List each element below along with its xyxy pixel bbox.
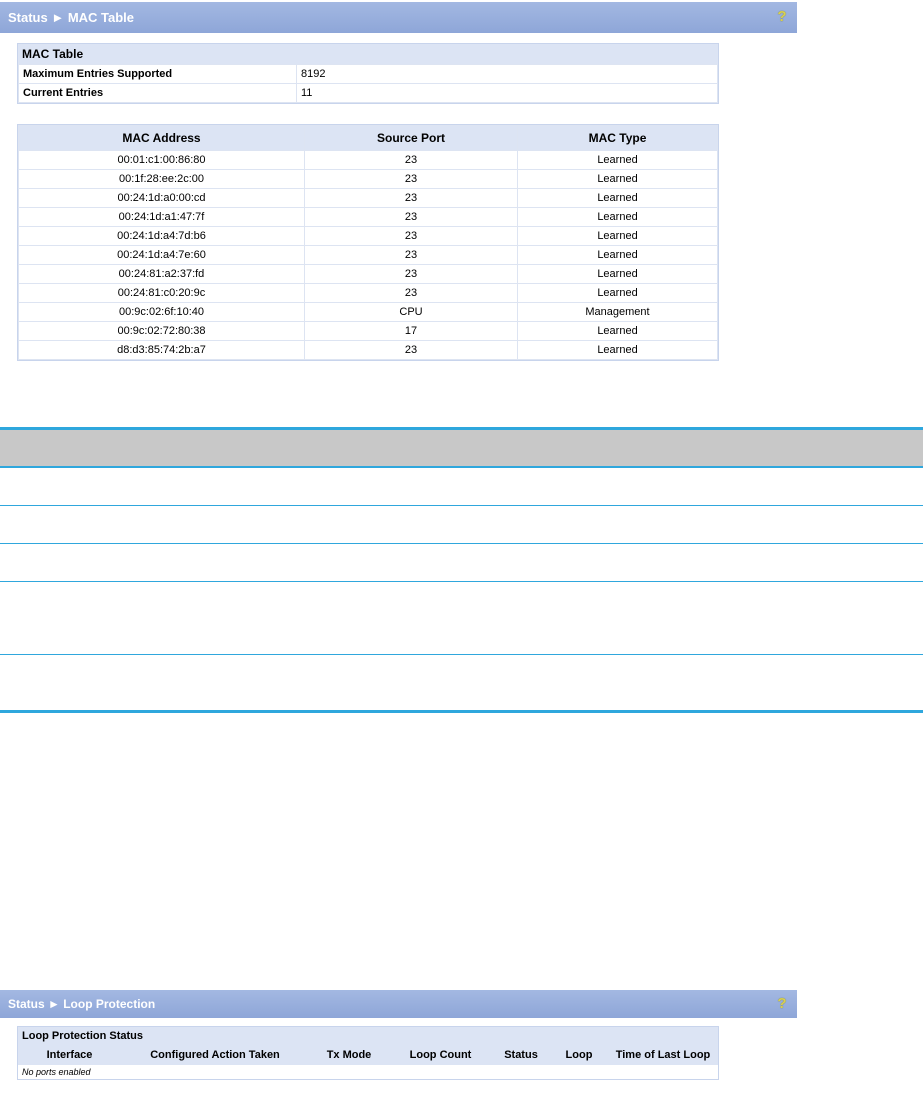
source-port-cell: 23	[305, 227, 518, 246]
loop-protection-title: Status ► Loop Protection	[8, 997, 156, 1011]
mac-type-cell: Learned	[518, 227, 718, 246]
col-time-of-last-loop: Time of Last Loop	[615, 1049, 711, 1061]
help-question-icon[interactable]: ?	[777, 8, 787, 25]
blank-table-row	[0, 582, 923, 655]
blank-table-header	[0, 430, 923, 468]
col-mac-address: MAC Address	[19, 126, 305, 151]
mac-type-cell: Learned	[518, 341, 718, 360]
table-row	[19, 151, 718, 170]
mac-address-cell: d8:d3:85:74:2b:a7	[19, 341, 305, 360]
loop-protection-panel	[17, 1026, 719, 1080]
max-entries-label: Maximum Entries Supported	[19, 65, 297, 84]
table-row	[19, 208, 718, 227]
col-configured-action: Configured Action Taken	[150, 1049, 280, 1061]
table-row	[19, 322, 718, 341]
source-port-cell: 23	[305, 208, 518, 227]
source-port-cell: 23	[305, 151, 518, 170]
table-row	[19, 170, 718, 189]
mac-address-cell: 00:24:1d:a0:00:cd	[19, 189, 305, 208]
table-row	[19, 227, 718, 246]
col-source-port: Source Port	[305, 126, 518, 151]
col-status: Status	[504, 1049, 538, 1061]
blank-document-table	[0, 427, 923, 713]
loop-protection-table	[18, 1045, 718, 1079]
mac-address-cell: 00:24:81:c0:20:9c	[19, 284, 305, 303]
mac-address-table	[18, 125, 718, 360]
table-row	[18, 1065, 718, 1079]
help-question-icon[interactable]: ?	[777, 995, 787, 1012]
source-port-cell: 23	[305, 341, 518, 360]
current-entries-value: 11	[297, 84, 718, 103]
col-loop: Loop	[565, 1049, 593, 1061]
mac-type-cell: Learned	[518, 284, 718, 303]
mac-type-cell: Learned	[518, 265, 718, 284]
mac-address-cell: 00:9c:02:6f:10:40	[19, 303, 305, 322]
mac-table-titlebar	[0, 2, 797, 33]
mac-address-cell: 00:24:1d:a1:47:7f	[19, 208, 305, 227]
blank-table-row	[0, 544, 923, 582]
table-row	[19, 284, 718, 303]
current-entries-label: Current Entries	[19, 84, 297, 103]
blank-table-row	[0, 506, 923, 544]
mac-type-cell: Learned	[518, 170, 718, 189]
loop-protection-heading: Loop Protection Status	[18, 1027, 718, 1045]
table-row	[19, 303, 718, 322]
table-row	[19, 246, 718, 265]
col-mac-type: MAC Type	[518, 126, 718, 151]
table-row	[19, 341, 718, 360]
blank-table-row	[0, 655, 923, 710]
source-port-cell: 17	[305, 322, 518, 341]
mac-address-cell: 00:24:1d:a4:7e:60	[19, 246, 305, 265]
table-row	[19, 189, 718, 208]
mac-address-cell: 00:9c:02:72:80:38	[19, 322, 305, 341]
mac-address-cell: 00:01:c1:00:86:80	[19, 151, 305, 170]
source-port-cell: 23	[305, 265, 518, 284]
mac-type-cell: Learned	[518, 246, 718, 265]
blank-table-row	[0, 468, 923, 506]
table-row	[19, 265, 718, 284]
table-row	[19, 84, 718, 103]
source-port-cell: 23	[305, 246, 518, 265]
table-row	[19, 65, 718, 84]
source-port-cell: 23	[305, 170, 518, 189]
mac-type-cell: Learned	[518, 189, 718, 208]
source-port-cell: 23	[305, 284, 518, 303]
loop-protection-titlebar	[0, 990, 797, 1018]
source-port-cell: 23	[305, 189, 518, 208]
no-ports-message: No ports enabled	[22, 1067, 91, 1077]
mac-type-cell: Management	[518, 303, 718, 322]
mac-summary-heading: MAC Table	[18, 44, 718, 64]
mac-type-cell: Learned	[518, 208, 718, 227]
col-interface: Interface	[46, 1049, 93, 1061]
mac-address-cell: 00:24:81:a2:37:fd	[19, 265, 305, 284]
mac-summary-panel	[17, 43, 719, 104]
mac-type-cell: Learned	[518, 322, 718, 341]
col-tx-mode: Tx Mode	[326, 1049, 372, 1061]
mac-type-cell: Learned	[518, 151, 718, 170]
mac-address-cell: 00:1f:28:ee:2c:00	[19, 170, 305, 189]
mac-address-table-panel	[17, 124, 719, 361]
source-port-cell: CPU	[305, 303, 518, 322]
col-loop-count: Loop Count	[409, 1049, 472, 1061]
max-entries-value: 8192	[297, 65, 718, 84]
mac-address-cell: 00:24:1d:a4:7d:b6	[19, 227, 305, 246]
mac-table-title: Status ► MAC Table	[8, 10, 135, 25]
